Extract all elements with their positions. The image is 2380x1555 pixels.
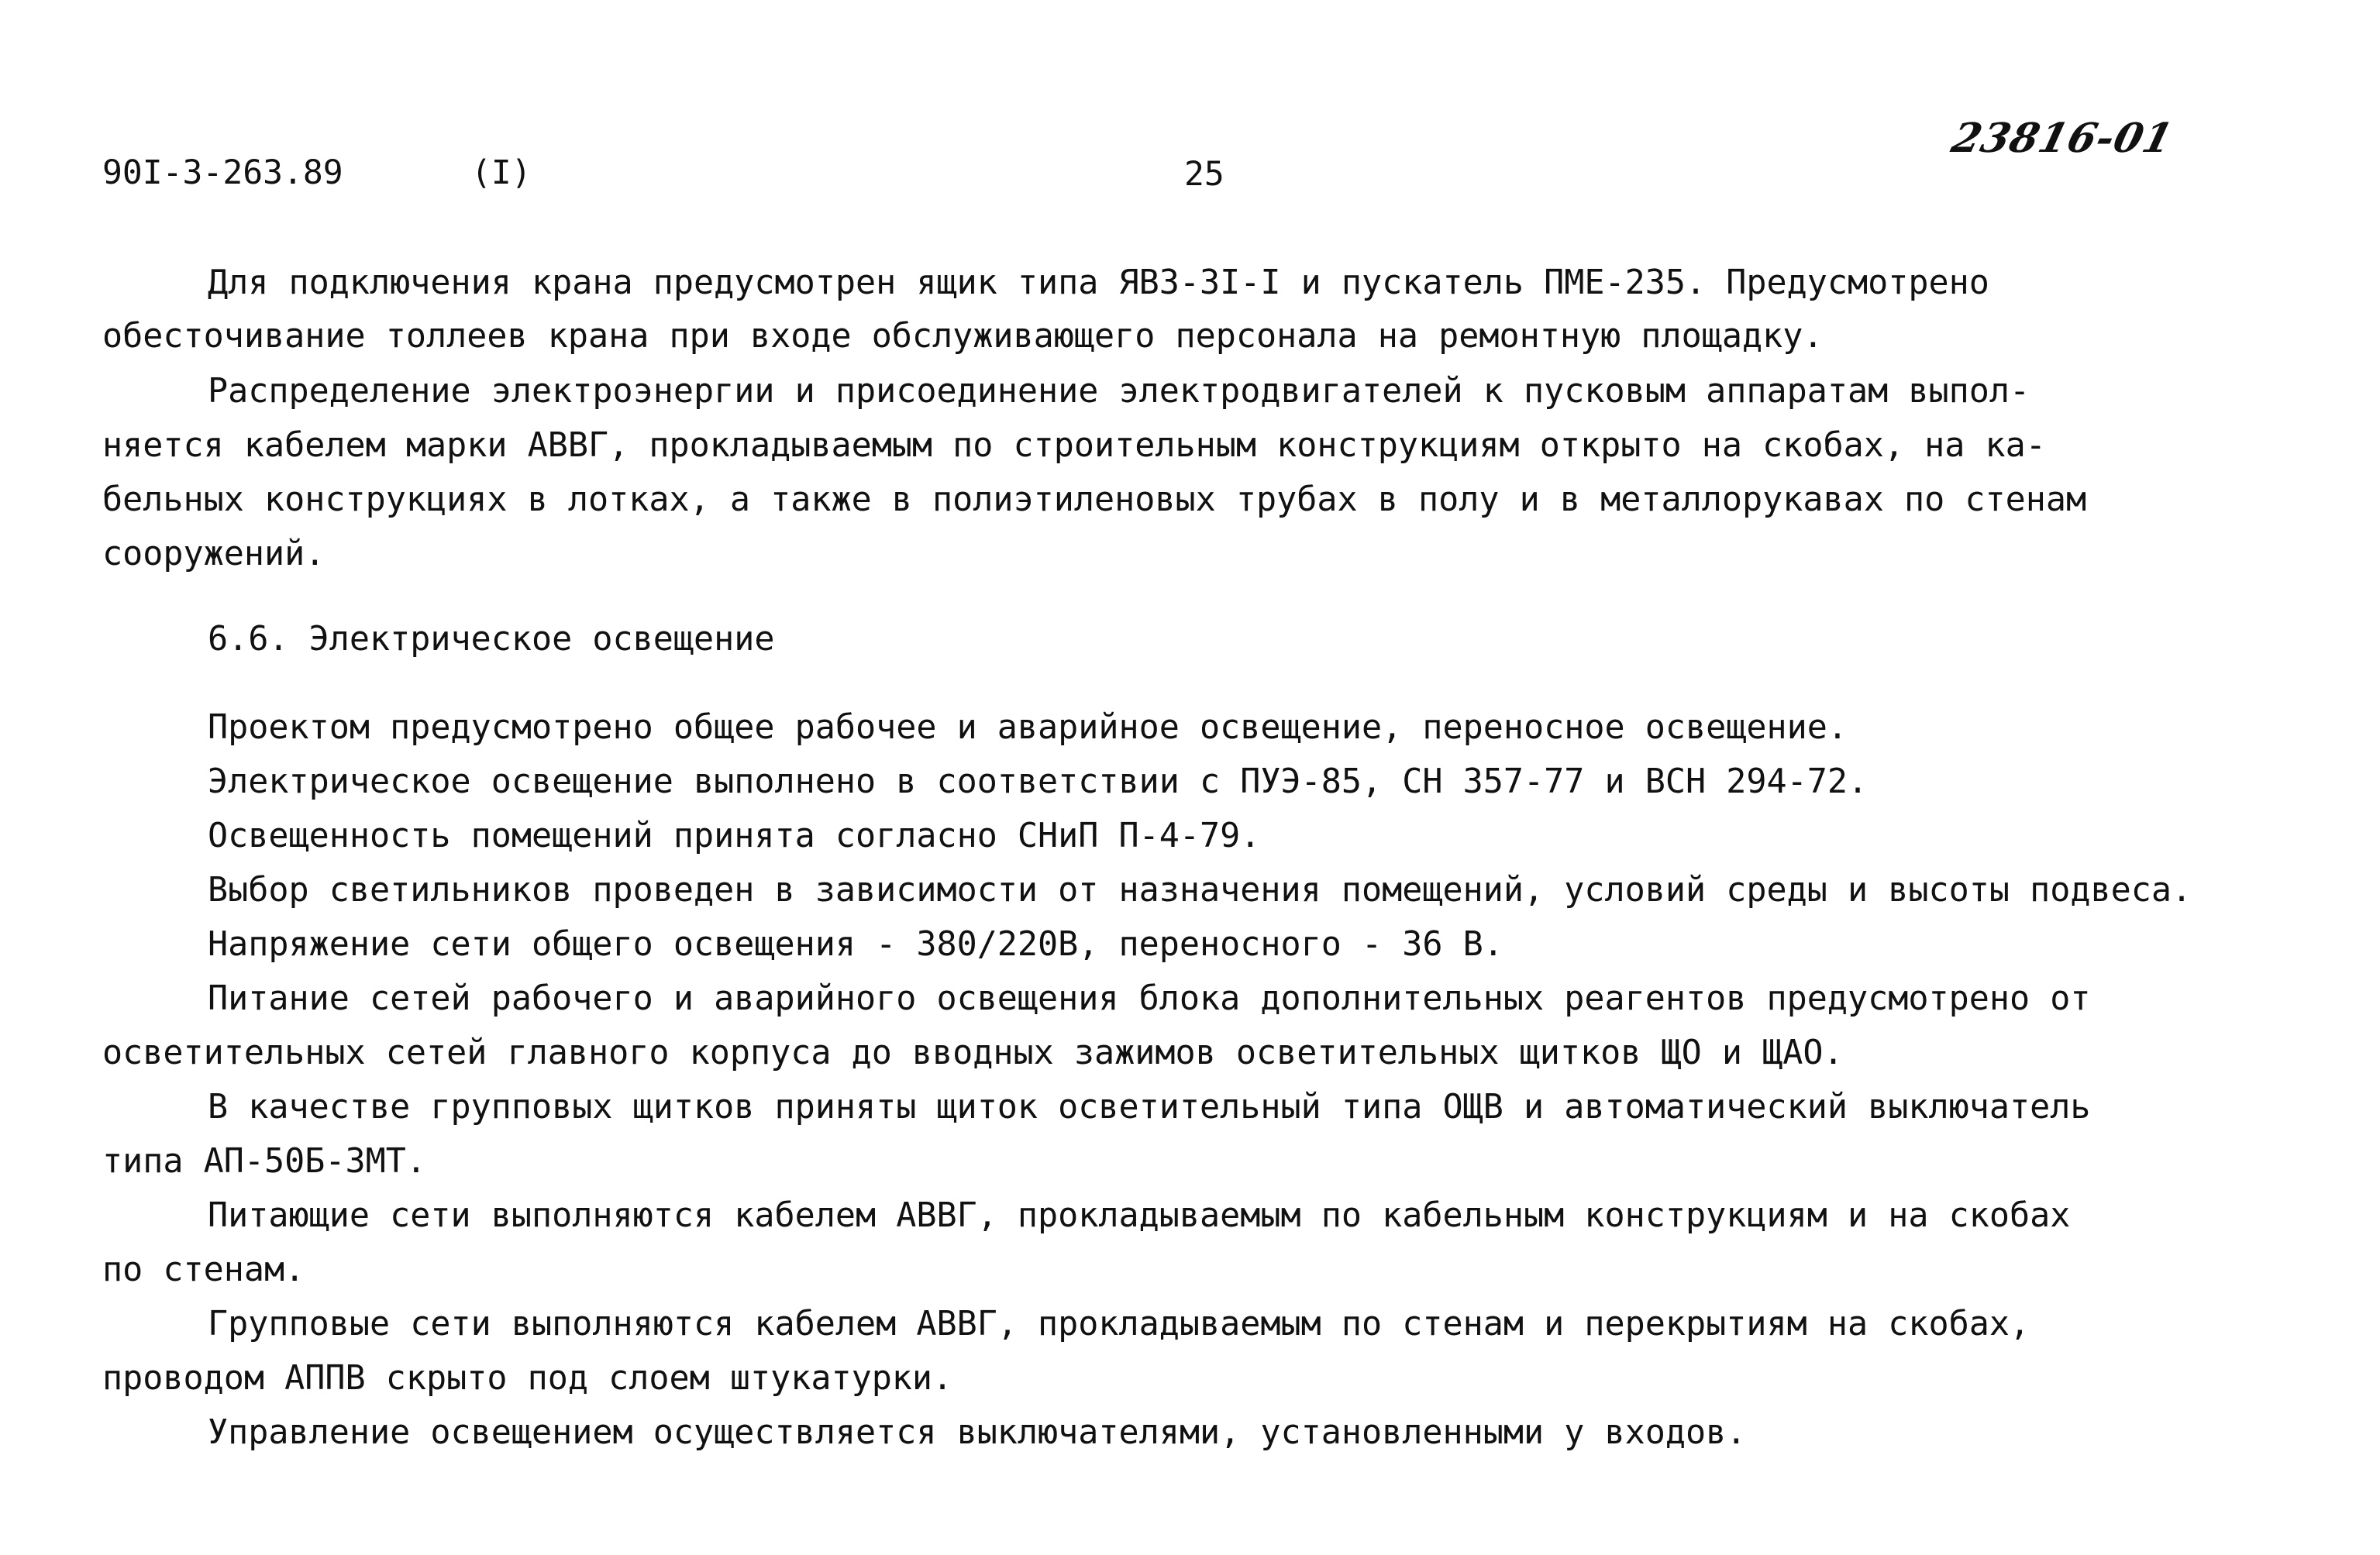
paragraph-line: Электрическое освещение выполнено в соответствии с ПУЭ-85, СН 357-77 и ВСН 294-72.	[208, 762, 1869, 801]
paragraph-line: проводом АППВ скрыто под слоем штукатурки.	[102, 1359, 953, 1398]
paragraph-line: В качестве групповых щитков приняты щиток осветительный типа ОЩВ и автоматический выключатель	[208, 1088, 2091, 1127]
paragraph-line: бельных конструкциях в лотках, а также в полиэтиленовых трубах в полу и в металлорукавах по стенам	[102, 480, 2087, 519]
paragraph-line: Групповые сети выполняются кабелем АВВГ, прокладываемым по стенам и перекрытиям на скобах,	[208, 1305, 2030, 1343]
paragraph-line: Питающие сети выполняются кабелем АВВГ, прокладываемым по кабельным конструкциям и на скобах	[208, 1196, 2071, 1235]
paragraph-line: Напряжение сети общего освещения - 380/220В, переносного - 36 В.	[208, 925, 1503, 964]
paragraph-line: Управление освещением осуществляется выключателями, установленными у входов.	[208, 1413, 1747, 1452]
section-heading: 6.6. Электрическое освещение	[208, 620, 775, 659]
paragraph-line: Распределение электроэнергии и присоединение электродвигателей к пусковым аппаратам выпол-	[208, 372, 2030, 411]
paragraph-line: обесточивание толлеев крана при входе обслуживающего персонала на ремонтную площадку.	[102, 317, 1824, 356]
paragraph-line: Питание сетей рабочего и аварийного освещения блока дополнительных реагентов предусмотрено от	[208, 979, 2091, 1018]
paragraph-line: Для подключения крана предусмотрен ящик типа ЯВЗ-3I-I и пускатель ПМЕ-235. Предусмотрено	[208, 263, 1989, 302]
paragraph-line: по стенам.	[102, 1251, 305, 1289]
paragraph-line: няется кабелем марки АВВГ, прокладываемым по строительным конструкциям открыто на скобах, на ка-	[102, 426, 2046, 465]
document-part: (I)	[471, 153, 532, 192]
paragraph-line: Проектом предусмотрено общее рабочее и аварийное освещение, переносное освещение.	[208, 708, 1848, 747]
paragraph-line: типа АП-50Б-3МТ.	[102, 1142, 426, 1181]
paragraph-line: осветительных сетей главного корпуса до вводных зажимов осветительных щитков ЩО и ЩАО.	[102, 1034, 1844, 1072]
handwritten-inventory-note: 23816-01	[1947, 115, 2179, 162]
paragraph-line: Выбор светильников проведен в зависимости от назначения помещений, условий среды и высоты подвеса.	[208, 871, 2192, 910]
document-code: 90I-3-263.89	[102, 153, 343, 192]
page-number: 25	[1184, 155, 1224, 194]
paragraph-line: сооружений.	[102, 535, 325, 573]
paragraph-line: Освещенность помещений принята согласно СНиП П-4-79.	[208, 817, 1261, 855]
